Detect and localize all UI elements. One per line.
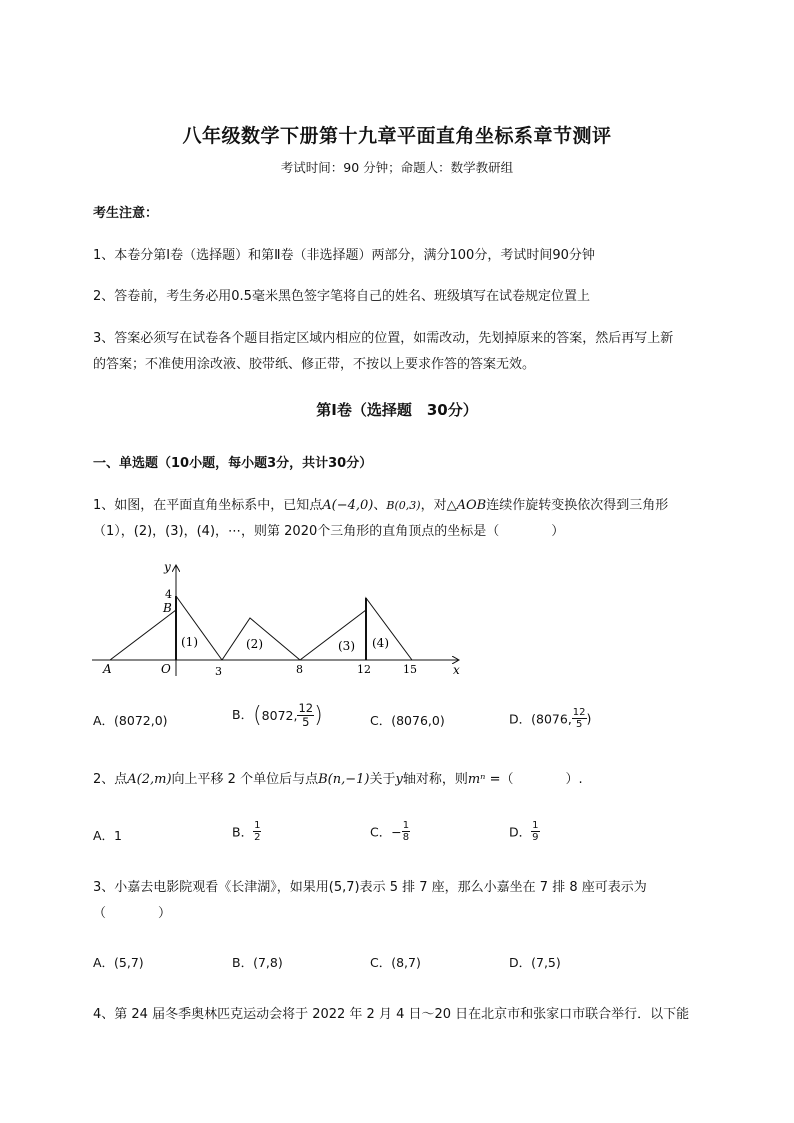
q2-text-b: 向上平移 2 个单位后与点 xyxy=(171,772,319,787)
q2-option-d[interactable] xyxy=(509,820,540,843)
label-o: O xyxy=(161,662,171,676)
q2-option-b[interactable] xyxy=(232,820,261,843)
q2-option-d-prefix: D． xyxy=(509,824,532,840)
q1-triangle: △AOB xyxy=(446,498,487,513)
q1-option-d-prefix: D．(8076, xyxy=(509,711,572,727)
notice-item-3-cont: 的答案；不准使用涂改液、胶带纸、修正带，不按以上要求作答的答案无效。 xyxy=(93,357,536,372)
q1-text-b: ，对 xyxy=(420,498,447,513)
q1-option-b-frac: $\frac{12}{5}$ xyxy=(298,701,314,729)
label-three: 3 xyxy=(215,665,222,678)
label-fifteen: 15 xyxy=(403,663,417,676)
question-3-line-2: （ ） xyxy=(93,906,172,921)
label-y: y xyxy=(164,560,171,574)
question-1-line-1 xyxy=(93,494,668,513)
q2-point-a: A(2,m) xyxy=(127,772,172,787)
q1-point-b: B(0,3) xyxy=(386,499,421,512)
q3-option-c[interactable]: C．(8,7) xyxy=(370,955,421,970)
label-twelve: 12 xyxy=(357,663,371,676)
q2-option-b-prefix: B． xyxy=(232,824,254,840)
q3-option-d[interactable]: D．(7,5) xyxy=(509,955,561,970)
q3-option-a[interactable]: A．(5,7) xyxy=(93,955,144,970)
q1-option-d-frac: $\frac{12}{5}$ xyxy=(572,707,586,730)
label-b: B xyxy=(163,601,172,615)
question-3-line-1: 3、小嘉去电影院观看《长津湖》，如果用(5,7)表示 5 排 7 座，那么小嘉坐在 7 排 8 座可表示为 xyxy=(93,880,647,895)
q1-option-b-prefix: B． xyxy=(232,707,254,722)
q2-text-e: =（ ）. xyxy=(485,772,583,787)
label-triangle-1: (1) xyxy=(181,635,198,649)
q2-option-b-frac: $\frac{1}{2}$ xyxy=(254,820,261,843)
question-2 xyxy=(93,768,583,787)
triangle-4 xyxy=(366,598,412,660)
notice-item-3: 3、答案必须写在试卷各个题目指定区域内相应的位置，如需改动，先划掉原来的答案，然后再写上新 xyxy=(93,331,674,346)
part-title: 一、单选题（10小题，每小题3分，共计30分） xyxy=(93,456,373,471)
q2-option-c[interactable] xyxy=(370,820,410,843)
q2-text-d: 轴对称，则 xyxy=(402,772,468,787)
triangle-1 xyxy=(176,596,222,660)
q1-option-d-suffix: ) xyxy=(586,711,592,726)
label-a: A xyxy=(103,662,112,676)
q1-option-a[interactable]: A．(8072,0) xyxy=(93,713,168,728)
section-title: 第I卷（选择题 30分） xyxy=(316,401,478,419)
q2-point-b: B(n,−1) xyxy=(318,772,370,787)
label-triangle-3: (3) xyxy=(338,639,355,653)
notice-item-1: 1、本卷分第I卷（选择题）和第Ⅱ卷（非选择题）两部分，满分100分，考试时间90分钟 xyxy=(93,248,595,263)
q1-point-a: A(−4,0) xyxy=(322,498,374,513)
label-eight: 8 xyxy=(296,663,303,676)
q1-option-d[interactable] xyxy=(509,707,591,730)
q2-axis: y xyxy=(395,772,403,787)
page-title: 八年级数学下册第十九章平面直角坐标系章节测评 xyxy=(182,125,612,147)
label-four: 4 xyxy=(165,588,172,601)
label-triangle-4: (4) xyxy=(372,636,389,650)
q1-text-a: 1、如图，在平面直角坐标系中，已知点 xyxy=(93,498,323,513)
rotation-figure xyxy=(90,558,470,680)
q1-option-b[interactable]: B．(8072, $\frac{12}{5}$ ) xyxy=(232,701,323,729)
q2-option-c-frac: $\frac{1}{8}$ xyxy=(402,820,410,843)
q2-text-c: 关于 xyxy=(369,772,396,787)
q2-option-c-prefix: C．− xyxy=(370,824,402,840)
triangle-3 xyxy=(300,610,366,660)
label-x: x xyxy=(453,663,460,677)
q2-option-d-frac: $\frac{1}{9}$ xyxy=(532,820,539,843)
q1-text-c: 连续作旋转变换依次得到三角形 xyxy=(486,498,669,513)
notice-heading: 考生注意： xyxy=(93,206,159,221)
q2-option-a[interactable]: A．1 xyxy=(93,828,123,843)
q1-option-c[interactable]: C．(8076,0) xyxy=(370,713,445,728)
q1-option-b-val: 8072, xyxy=(261,708,298,723)
label-triangle-2: (2) xyxy=(246,637,263,651)
q2-text-a: 2、点 xyxy=(93,772,128,787)
notice-item-2: 2、答卷前，考生务必用0.5毫米黑色签字笔将自己的姓名、班级填写在试卷规定位置上 xyxy=(93,289,590,304)
triangle-aob xyxy=(110,610,176,660)
question-1-line-2: （1），(2)，(3)，(4)，⋯，则第 2020个三角形的直角顶点的坐标是（ ） xyxy=(93,524,565,539)
question-4-line-1: 4、第 24 届冬季奥林匹克运动会将于 2022 年 2 月 4 日～20 日在北京市和张家口市联合举行．以下能 xyxy=(93,1007,690,1022)
q1-sep: 、 xyxy=(373,498,387,513)
q2-expr: mⁿ xyxy=(467,772,486,787)
q3-option-b[interactable]: B．(7,8) xyxy=(232,955,283,970)
exam-info: 考试时间：90 分钟；命题人：数学教研组 xyxy=(280,160,514,175)
